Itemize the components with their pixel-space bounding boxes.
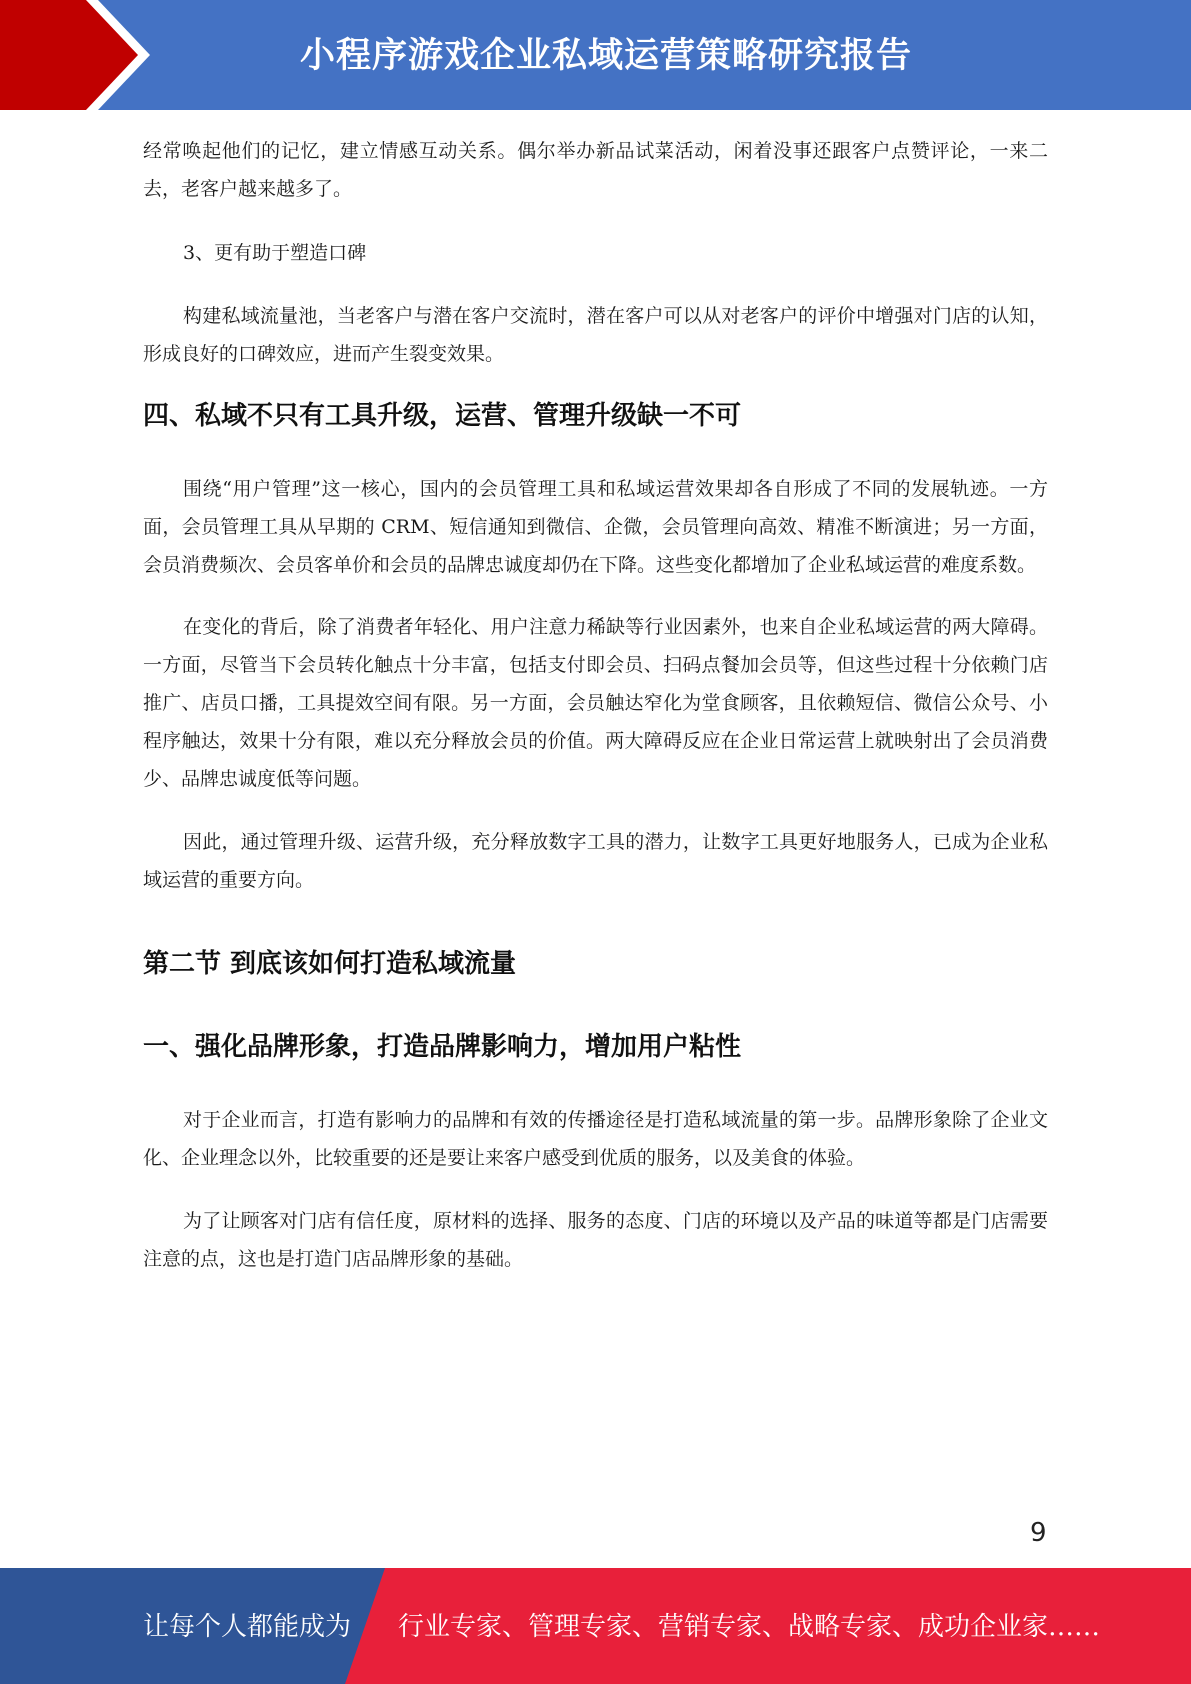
document-body xyxy=(143,132,1048,1308)
paragraph-therefore: 因此，通过管理升级、运营升级，充分释放数字工具的潜力，让数字工具更好地服务人，已成为企业私域运营的重要方向。 xyxy=(143,831,1048,891)
paragraph-obstacles: 在变化的背后，除了消费者年轻化、用户注意力稀缺等行业因素外，也来自企业私域运营的两大障碍。一方面，尽管当下会员转化触点十分丰富，包括支付即会员、扫码点餐加会员等，但这些过程十分依赖门店推广、店员口播，工具提效空间有限。另一方面，会员触达窄化为堂食顾客，且依赖短信、微信公众号、小程序触达，效果十分有限，难以充分释放会员的价值。两大障碍反应在企业日常运营上就映射出了会员消费少、品牌忠诚度低等问题。 xyxy=(143,616,1048,790)
paragraph-trust: 为了让顾客对门店有信任度，原材料的选择、服务的态度、门店的环境以及产品的味道等都是门店需要注意的点，这也是打造门店品牌形象的基础。 xyxy=(143,1210,1048,1270)
page-number: 9 xyxy=(1030,1518,1047,1548)
heading-section-4: 四、私域不只有工具升级，运营、管理升级缺一不可 xyxy=(143,401,742,431)
list-item-3: 3、更有助于塑造口碑 xyxy=(183,242,367,264)
heading-chapter-section-2: 第二节 到底该如何打造私域流量 xyxy=(143,949,517,979)
paragraph-brand: 对于企业而言，打造有影响力的品牌和有效的传播途径是打造私域流量的第一步。品牌形象除了企业文化、企业理念以外，比较重要的还是要让来客户感受到优质的服务，以及美食的体验。 xyxy=(143,1109,1048,1169)
page-footer xyxy=(0,1568,1191,1684)
footer-slogan-right: 行业专家、管理专家、营销专家、战略专家、成功企业家…… xyxy=(398,1612,1101,1642)
page-header xyxy=(0,0,1191,110)
paragraph-continued: 经常唤起他们的记忆，建立情感互动关系。偶尔举办新品试菜活动，闲着没事还跟客户点赞评论，一来二去，老客户越来越多了。 xyxy=(143,140,1048,200)
paragraph-user-management: 围绕“用户管理”这一核心，国内的会员管理工具和私域运营效果却各自形成了不同的发展轨迹。一方面，会员管理工具从早期的 CRM、短信通知到微信、企微，会员管理向高效、精准不断演进；另一方面，会员消费频次、会员客单价和会员的品牌忠诚度却仍在下降。这些变化都增加了企业私域运营的难度系数。 xyxy=(143,478,1048,576)
paragraph-word-of-mouth: 构建私域流量池，当老客户与潜在客户交流时，潜在客户可以从对老客户的评价中增强对门店的认知，形成良好的口碑效应，进而产生裂变效果。 xyxy=(143,305,1048,365)
footer-slogan-left: 让每个人都能成为 xyxy=(143,1612,352,1642)
heading-brand-image: 一、强化品牌形象，打造品牌影响力，增加用户粘性 xyxy=(143,1032,742,1062)
chevron-arrow-icon xyxy=(0,0,160,110)
report-title: 小程序游戏企业私域运营策略研究报告 xyxy=(300,36,913,76)
